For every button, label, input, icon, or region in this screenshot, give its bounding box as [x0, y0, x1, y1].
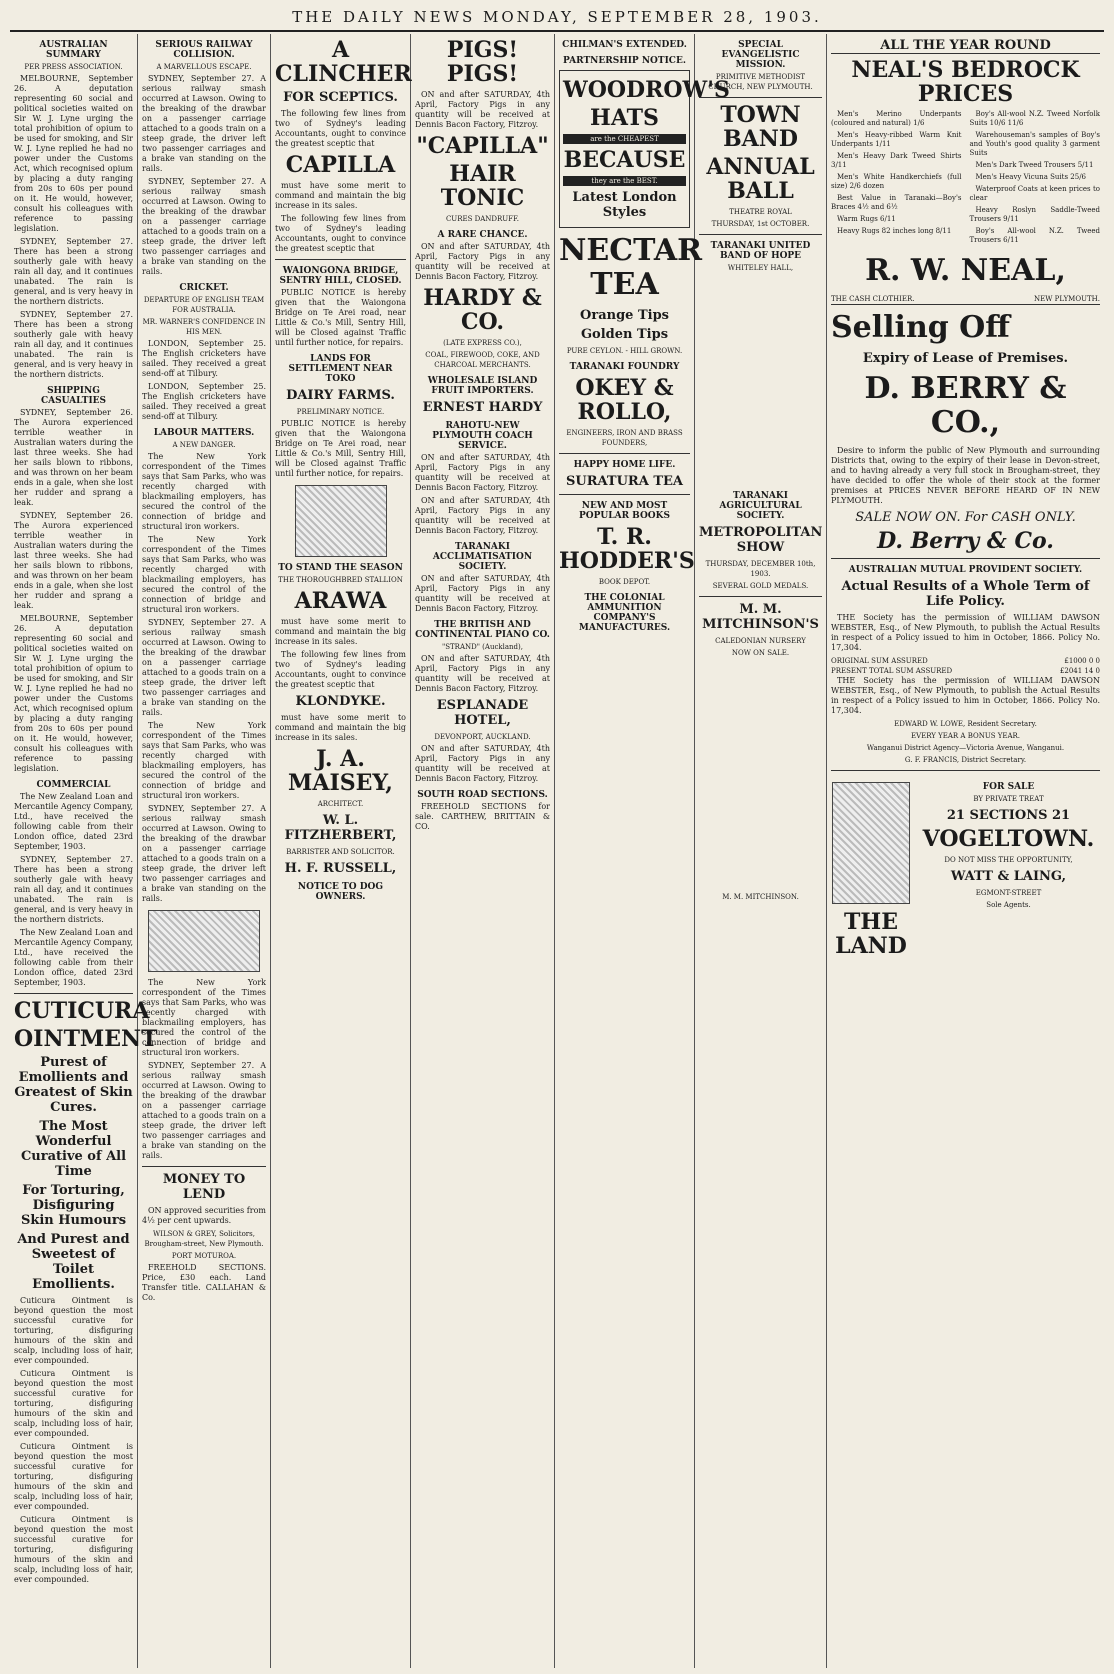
ad-body: ON and after SATURDAY, 4th April, Factory Pigs in any quantity will be received at Dennis Bacon Factory, Fitzroy.	[415, 90, 550, 129]
ad-body: The following few lines from two of Sydney's leading Accountants, ought to convince the greatest sceptic that	[275, 214, 406, 253]
ad-body: ON and after SATURDAY, 4th April, Factory Pigs in any quantity will be received at Dennis Bacon Factory, Fitzroy.	[415, 654, 550, 693]
policy-row	[831, 666, 1100, 676]
subheading: THEATRE ROYAL	[729, 208, 792, 216]
divider	[559, 494, 690, 495]
ad-title: 21 SECTIONS 21	[946, 808, 1071, 823]
ad-title: VOGELTOWN.	[922, 826, 1095, 852]
policy-row	[831, 656, 1100, 666]
ad-body: The following few lines from two of Sydney's leading Accountants, ought to convince the greatest sceptic that	[275, 109, 406, 148]
ad-body: ON and after SATURDAY, 4th April, Factory Pigs in any quantity will be received at Dennis Bacon Factory, Fitzroy.	[415, 242, 550, 281]
subheading: M. M. MITCHINSON.	[722, 893, 799, 901]
article-text: The New York correspondent of the Times says that Sam Parks, who was recently charged with blackmailing employers, has secured the control of the connection of bridge and structural iron workers.	[142, 721, 266, 800]
divider	[831, 770, 1100, 771]
ad-title: "CAPILLA"	[416, 133, 549, 159]
ad-text: Latest London Styles	[572, 190, 677, 220]
ad-body: Cuticura Ointment is beyond question the most successful curative for torturing, disfiguring humours of the skin and scalp, including loss of hair, ever compounded.	[14, 1296, 133, 1365]
subheading: G. F. FRANCIS, District Secretary.	[904, 756, 1027, 764]
ad-body: Desire to inform the public of New Plymouth and surrounding Districts that, owing to the expiry of their lease in Devon-street, and to having already a very full stock in Brougham-street, they have decided to offer the whole of their stock at the former premises at PRICES NEVER BEFORE HEARD OF IN NEW PLYMOUTH.	[831, 446, 1100, 505]
horse-illustration	[295, 485, 387, 557]
notice-text: The following few lines from two of Sydney's leading Accountants, ought to convince the greatest sceptic that	[275, 650, 406, 689]
column-2	[138, 34, 271, 1668]
ad-title: WOODROW'S	[563, 77, 730, 103]
ad-text: Golden Tips	[580, 327, 669, 342]
price-list-right	[970, 110, 1101, 248]
price-item: Men's Heavy Dark Tweed Shirts 3/11	[831, 152, 962, 169]
divider	[142, 1166, 266, 1167]
heading: LABOUR MATTERS.	[153, 428, 255, 438]
price-list-left	[831, 110, 962, 248]
subheading: CALEDONIAN NURSERY	[715, 637, 806, 645]
ad-text: are the CHEAPEST	[563, 134, 686, 144]
price-item: Waterproof Coats at keen prices to clear	[969, 185, 1100, 202]
article-text: SYDNEY, September 27. A serious railway smash occurred at Lawson. Owing to the breaking of the drawbar on a passenger carriage attached to a goods train on a steep grade, the driver left two passenger carriages and a brake van standing on the rails.	[142, 74, 266, 173]
heading: SHIPPING CASUALTIES	[40, 386, 107, 406]
article-text: MELBOURNE, September 26. A deputation representing 60 social and political societies waited on Sir W. J. Lyne urging the total prohibition of opium to be used for smoking, and Sir W. J. Lyne replied he had no power under the Customs Act, which recognised opium by placing a duty ranging from 20s to 60s per pound on it. He would, however, consult his colleagues with reference to passing legislation.	[14, 614, 133, 773]
subheading: EDWARD W. LOWE, Resident Secretary.	[894, 720, 1037, 728]
ad-title: OINTMENT	[14, 1026, 158, 1052]
article-text: SYDNEY, September 27. There has been a strong southerly gale with heavy rain all day, and it continues unabated. The rain is general, and is very heavy in the northern districts.	[14, 855, 133, 924]
price-item: Best Value in Taranaki—Boy's Braces 4½ and 6½	[831, 194, 962, 211]
divider	[14, 993, 133, 994]
price-item: Men's Dark Tweed Trousers 5/11	[975, 161, 1094, 169]
article-text: SYDNEY, September 27. There has been a strong southerly gale with heavy rain all day, and it continues unabated. The rain is general, and is very heavy in the northern districts.	[14, 237, 133, 306]
divider	[699, 234, 822, 235]
masthead: THE DAILY NEWS MONDAY, SEPTEMBER 28, 1903.	[10, 4, 1104, 32]
ad-title: NECTAR TEA	[559, 233, 703, 302]
ad-text: The Most Wonderful Curative of All Time	[20, 1119, 127, 1179]
policy-value: £2041 14 0	[1059, 667, 1100, 675]
ad-body: Cuticura Ointment is beyond question the most successful curative for torturing, disfiguring humours of the skin and scalp, including loss of hair, ever compounded.	[14, 1515, 133, 1584]
subheading: PURE CEYLON. - HILL GROWN.	[566, 347, 683, 355]
ad-title: ARAWA	[294, 588, 387, 614]
heading: THE BRITISH AND CONTINENTAL PIANO CO.	[415, 620, 550, 640]
ad-title: OKEY & ROLLO,	[575, 375, 674, 425]
price-item: Warehouseman's samples of Boy's and Youth's good quality 3 garment Suits	[969, 131, 1100, 157]
heading: NEW AND MOST POPULAR BOOKS	[579, 501, 670, 521]
column-3	[271, 34, 411, 1668]
subheading: CURES DANDRUFF.	[445, 215, 520, 223]
ad-text: Orange Tips	[580, 308, 669, 323]
ad-title: THE LAND	[835, 909, 907, 959]
heading: CRICKET.	[179, 283, 229, 293]
ad-title: HAIR TONIC	[440, 161, 525, 211]
divider	[699, 596, 822, 597]
article-text: SYDNEY, September 26. The Aurora experienced terrible weather in Australian waters during the last three weeks. She had her sails blown to ribbons, and was thrown on her beam ends in a gale, when she lost her rudder and sprang a leak.	[14, 408, 133, 507]
ad-title: NEAL'S BEDROCK PRICES	[851, 57, 1080, 107]
price-item: Boy's All-wool N.Z. Tweed Trousers 6/11	[969, 227, 1100, 244]
article-text: The New Zealand Loan and Mercantile Agency Company, Ltd., have received the following cable from their London office, dated 23rd September, 1903.	[14, 792, 133, 851]
ad-body: WILSON & GREY, Solicitors, Brougham-street, New Plymouth.	[144, 1230, 264, 1248]
ad-body: Cuticura Ointment is beyond question the most successful curative for torturing, disfiguring humours of the skin and scalp, including loss of hair, ever compounded.	[14, 1442, 133, 1511]
column-4	[411, 34, 555, 1668]
heading: TO STAND THE SEASON	[278, 563, 403, 573]
ad-title: PIGS! PIGS!	[446, 37, 519, 87]
article-text: SYDNEY, September 26. The Aurora experienced terrible weather in Australian waters during the last three weeks. She had her sails blown to ribbons, and was thrown on her beam ends in a gale, when she lost her rudder and sprang a leak.	[14, 511, 133, 610]
heading: SERIOUS RAILWAY COLLISION.	[155, 40, 253, 60]
subheading: BY PRIVATE TREAT	[973, 795, 1044, 803]
land-sale-map-column	[831, 776, 911, 962]
ad-text: SALE NOW ON. For CASH ONLY.	[855, 510, 1076, 525]
price-item: Men's White Handkerchiefs (full size) 2/6 dozen	[831, 173, 962, 190]
heading: A RARE CHANCE.	[437, 230, 528, 240]
article-text: SYDNEY, September 27. A serious railway smash occurred at Lawson. Owing to the breaking of the drawbar on a passenger carriage attached to a goods train on a steep grade, the driver left two passenger carriages and a brake van standing on the rails.	[142, 177, 266, 276]
ad-title: DAIRY FARMS.	[286, 388, 395, 403]
heading: PARTNERSHIP NOTICE.	[563, 56, 686, 66]
ad-title: J. A. MAISEY,	[288, 746, 393, 796]
notice-text: must have some merit to command and maintain the big increase in its sales.	[275, 713, 406, 742]
heading: CHILMAN'S EXTENDED.	[562, 40, 687, 50]
subheading: WHITELEY HALL,	[727, 264, 794, 272]
subheading: A NEW DANGER.	[172, 441, 236, 449]
article-text: SYDNEY, September 27. There has been a strong southerly gale with heavy rain all day, and it continues unabated. The rain is general, and is very heavy in the northern districts.	[14, 310, 133, 379]
ad-title: BECAUSE	[563, 147, 686, 173]
subheading: PRELIMINARY NOTICE.	[296, 408, 385, 416]
subheading: DO NOT MISS THE OPPORTUNITY,	[944, 856, 1073, 864]
ad-title: W. L. FITZHERBERT,	[284, 813, 397, 843]
ad-body: ON and after SATURDAY, 4th April, Factory Pigs in any quantity will be received at Dennis Bacon Factory, Fitzroy.	[415, 574, 550, 613]
ad-title: ANNUAL BALL	[706, 154, 815, 204]
column-7	[827, 34, 1104, 1668]
subheading: EGMONT-STREET	[975, 889, 1042, 897]
ad-title: D. BERRY & CO.,	[864, 371, 1067, 440]
ad-title: ALL THE YEAR ROUND	[831, 38, 1100, 54]
subheading: EVERY YEAR A BONUS YEAR.	[910, 732, 1021, 740]
notice-text: must have some merit to command and maintain the big increase in its sales.	[275, 617, 406, 646]
ad-title: Selling Off	[831, 310, 1010, 345]
ad-body: ON and after SATURDAY, 4th April, Factory Pigs in any quantity will be received at Dennis Bacon Factory, Fitzroy.	[415, 744, 550, 783]
ad-title: ESPLANADE HOTEL,	[436, 698, 529, 728]
ad-title: FOR SCEPTICS.	[283, 90, 398, 105]
ad-body: ON and after SATURDAY, 4th April, Factory Pigs in any quantity will be received at Dennis Bacon Factory, Fitzroy.	[415, 496, 550, 535]
subheading: PORT MOTUROA.	[171, 1252, 237, 1260]
column-1	[10, 34, 158, 1668]
subheading: ARCHITECT.	[317, 800, 364, 808]
ad-body: FREEHOLD SECTIONS. Price, £30 each. Land Transfer title. CALLAHAN & Co.	[142, 1263, 266, 1302]
map-illustration	[832, 782, 910, 904]
ad-title: D. Berry & Co.	[877, 528, 1054, 554]
column-5	[555, 34, 730, 1668]
heading: FOR SALE	[982, 782, 1035, 792]
subheading: PER PRESS ASSOCIATION.	[24, 63, 123, 71]
ad-text: For Torturing, Disfiguring Skin Humours	[20, 1183, 127, 1228]
ad-title: WATT & LAING,	[950, 869, 1067, 884]
subheading: A MARVELLOUS ESCAPE.	[156, 63, 252, 71]
subheading: MR. WARNER'S CONFIDENCE IN HIS MEN.	[142, 318, 266, 336]
policy-label: PRESENT TOTAL SUM ASSURED	[831, 667, 953, 675]
notice-text: PUBLIC NOTICE is hereby given that the Waiongona Bridge on Te Arei road, near Little & Co.'s Mill, Sentry Hill, will be Closed against Traffic until further notice, for repairs.	[275, 419, 406, 478]
subheading: THURSDAY, 1st OCTOBER.	[711, 220, 810, 228]
subheading: Wanganui District Agency—Victoria Avenue, Wanganui.	[866, 744, 1065, 752]
ad-title: HATS	[590, 105, 659, 131]
ad-title: Actual Results of a Whole Term of Life Policy.	[841, 579, 1090, 609]
woodrows-ad	[559, 70, 730, 228]
article-text: SYDNEY, September 27. A serious railway smash occurred at Lawson. Owing to the breaking of the drawbar on a passenger carriage attached to a goods train on a steep grade, the driver left two passenger carriages and a brake van standing on the rails.	[142, 1061, 266, 1160]
newspaper-columns	[10, 34, 1104, 1668]
article-text: LONDON, September 25. The English cricketers have sailed. They received a great send-off at Tilbury.	[142, 339, 266, 378]
ad-body: THE Society has the permission of WILLIAM DAWSON WEBSTER, Esq., of New Plymouth, to publish the Actual Results in respect of a Policy issued to him in October, 1866. Policy No. 17,304.	[831, 676, 1100, 715]
ad-title: CAPILLA	[285, 152, 396, 178]
heading: AUSTRALIAN SUMMARY	[39, 40, 108, 60]
subheading: THURSDAY, DECEMBER 10th, 1903.	[705, 560, 816, 578]
heading: LANDS FOR SETTLEMENT NEAR TOKO	[288, 354, 393, 384]
subheading: NOW ON SALE.	[731, 649, 790, 657]
heading: NOTICE TO DOG OWNERS.	[297, 882, 384, 902]
ad-text: they are the BEST.	[563, 176, 686, 186]
subheading: BOOK DEPOT.	[598, 578, 651, 586]
article-text: SYDNEY, September 27. A serious railway smash occurred at Lawson. Owing to the breaking of the drawbar on a passenger carriage attached to a goods train on a steep grade, the driver left two passenger carriages and a brake van standing on the rails.	[142, 618, 266, 717]
ad-body: ON and after SATURDAY, 4th April, Factory Pigs in any quantity will be received at Dennis Bacon Factory, Fitzroy.	[415, 453, 550, 492]
price-list	[831, 110, 1100, 248]
heading: WAIONGONA BRIDGE, SENTRY HILL, CLOSED.	[279, 266, 402, 286]
ad-text: Purest of Emollients and Greatest of Skin Cures.	[14, 1055, 133, 1115]
ad-title: M. M. MITCHINSON'S	[702, 602, 819, 632]
ad-title: H. F. RUSSELL,	[284, 861, 397, 876]
ad-title: HARDY & CO.	[423, 285, 542, 335]
ad-text: Expiry of Lease of Premises.	[862, 351, 1069, 366]
ad-title: CUTICURA	[14, 998, 150, 1024]
article-text: The New York correspondent of the Times says that Sam Parks, who was recently charged with blackmailing employers, has secured the control of the connection of bridge and structural iron workers.	[142, 535, 266, 614]
ad-body: THE Society has the permission of WILLIAM DAWSON WEBSTER, Esq., of New Plymouth, to publish the Actual Results in respect of a Policy issued to him in October, 1866. Policy No. 17,304.	[831, 613, 1100, 652]
article-text: SYDNEY, September 27. A serious railway smash occurred at Lawson. Owing to the breaking of the drawbar on a passenger carriage attached to a goods train on a steep grade, the driver left two passenger carriages and a brake van standing on the rails.	[142, 804, 266, 903]
subheading: ENGINEERS, IRON AND BRASS FOUNDERS,	[566, 429, 683, 447]
land-sale-ad	[831, 776, 1100, 962]
article-text: The New York correspondent of the Times says that Sam Parks, who was recently charged with blackmailing employers, has secured the control of the connection of bridge and structural iron workers.	[142, 452, 266, 531]
heading: SPECIAL EVANGELISTIC MISSION.	[721, 40, 800, 70]
price-item: Warm Rugs 6/11	[837, 215, 896, 223]
divider	[831, 558, 1100, 559]
divider	[699, 97, 822, 98]
price-item: Boy's All-wool N.Z. Tweed Norfolk Suits 10/6 11/6	[969, 110, 1100, 127]
notice-text: PUBLIC NOTICE is hereby given that the Waiongona Bridge on Te Arei road, near Little & Co.'s Mill, Sentry Hill, will be Closed against Traffic until further notice, for repairs.	[275, 288, 406, 347]
ad-title: T. R. HODDER'S	[559, 524, 695, 574]
ad-title: R. W. NEAL,	[865, 253, 1066, 288]
article-text: The New York correspondent of the Times says that Sam Parks, who was recently charged with blackmailing employers, has secured the control of the connection of bridge and structural iron workers.	[142, 978, 266, 1057]
ad-body: ON approved securities from 4½ per cent upwards.	[142, 1206, 266, 1225]
price-item: Heavy Rugs 82 inches long 8/11	[837, 227, 952, 235]
ad-title: ERNEST HARDY	[422, 400, 543, 415]
article-text: MELBOURNE, September 26. A deputation representing 60 social and political societies waited on Sir W. J. Lyne urging the total prohibition of opium to be used for smoking, and Sir W. J. Lyne replied he had no power under the Customs Act, which recognised opium by placing a duty ranging from 20s to 60s per pound on it. He would, however, consult his colleagues with reference to passing legislation.	[14, 74, 133, 233]
ad-title: KLONDYKE.	[295, 694, 386, 709]
ad-title: MONEY TO LEND	[162, 1172, 246, 1202]
heading: AUSTRALIAN MUTUAL PROVIDENT SOCIETY.	[848, 565, 1083, 575]
ad-body: must have some merit to command and maintain the big increase in its sales.	[275, 181, 406, 210]
policy-value: £1000 0 0	[1064, 657, 1100, 665]
article-text: The New Zealand Loan and Mercantile Agency Company, Ltd., have received the following cable from their London office, dated 23rd September, 1903.	[14, 928, 133, 987]
subheading: Sole Agents.	[986, 901, 1031, 909]
ad-title: METROPOLITAN SHOW	[699, 525, 823, 555]
subheading: BARRISTER AND SOLICITOR.	[286, 848, 395, 856]
ad-text: And Purest and Sweetest of Toilet Emollients.	[17, 1232, 130, 1292]
article-text: LONDON, September 25. The English cricketers have sailed. They received a great send-off at Tilbury.	[142, 382, 266, 421]
land-sale-text-column	[917, 776, 1100, 962]
price-item: Heavy Roslyn Saddle-Tweed Trousers 9/11	[969, 206, 1100, 223]
subheading: COAL, FIREWOOD, COKE, AND CHARCOAL MERCHANTS.	[425, 351, 540, 369]
divider	[275, 259, 406, 260]
heading: COMMERCIAL	[36, 780, 111, 790]
subheading: (LATE EXPRESS CO.),	[443, 339, 522, 347]
spacer	[699, 660, 822, 890]
subheading: THE THOROUGHBRED STALLION	[278, 576, 403, 584]
heading: TARANAKI AGRICULTURAL SOCIETY.	[719, 491, 802, 521]
ad-body: FREEHOLD SECTIONS for sale. CARTHEW, BRITTAIN & CO.	[415, 802, 550, 831]
ad-title: SURATURA TEA	[566, 474, 683, 489]
subheading: DEVONPORT, AUCKLAND.	[434, 733, 531, 741]
heading: HAPPY HOME LIFE.	[573, 460, 676, 470]
subheading: DEPARTURE OF ENGLISH TEAM FOR AUSTRALIA.	[143, 296, 265, 314]
heading: TARANAKI UNITED BAND OF HOPE	[710, 241, 811, 261]
ad-title: TOWN BAND	[720, 102, 801, 152]
heading: RAHOTU-NEW PLYMOUTH COACH SERVICE.	[432, 421, 533, 451]
subheading: PRIMITIVE METHODIST CHURCH, NEW PLYMOUTH.	[708, 73, 813, 91]
column-6	[695, 34, 827, 1668]
price-item: Men's Heavy-ribbed Warm Knit Underpants 1/11	[831, 131, 962, 148]
railway-illustration	[148, 910, 260, 972]
divider	[559, 453, 690, 454]
heading: WHOLESALE ISLAND FRUIT IMPORTERS.	[427, 376, 538, 396]
ad-body: Cuticura Ointment is beyond question the most successful curative for torturing, disfiguring humours of the skin and scalp, including loss of hair, ever compounded.	[14, 1369, 133, 1438]
policy-label: ORIGINAL SUM ASSURED	[831, 657, 928, 665]
ad-title: A CLINCHER	[275, 37, 412, 87]
subheading: "STRAND" (Auckland),	[441, 643, 523, 651]
heading: SOUTH ROAD SECTIONS.	[417, 790, 548, 800]
heading: THE COLONIAL AMMUNITION COMPANY'S MANUFACTURES.	[578, 593, 671, 633]
ad-text: THE CASH CLOTHIER.	[831, 295, 915, 303]
subheading: SEVERAL GOLD MEDALS.	[712, 582, 809, 590]
spacer	[699, 275, 822, 485]
ad-text: NEW PLYMOUTH.	[1034, 295, 1100, 303]
ad-footer	[831, 294, 1100, 305]
price-item: Men's Merino Underpants (coloured and natural) 1/6	[831, 110, 962, 127]
heading: TARANAKI ACCLIMATISATION SOCIETY.	[432, 542, 533, 572]
heading: TARANAKI FOUNDRY	[569, 362, 680, 372]
price-item: Men's Heavy Vicuna Suits 25/6	[975, 173, 1087, 181]
